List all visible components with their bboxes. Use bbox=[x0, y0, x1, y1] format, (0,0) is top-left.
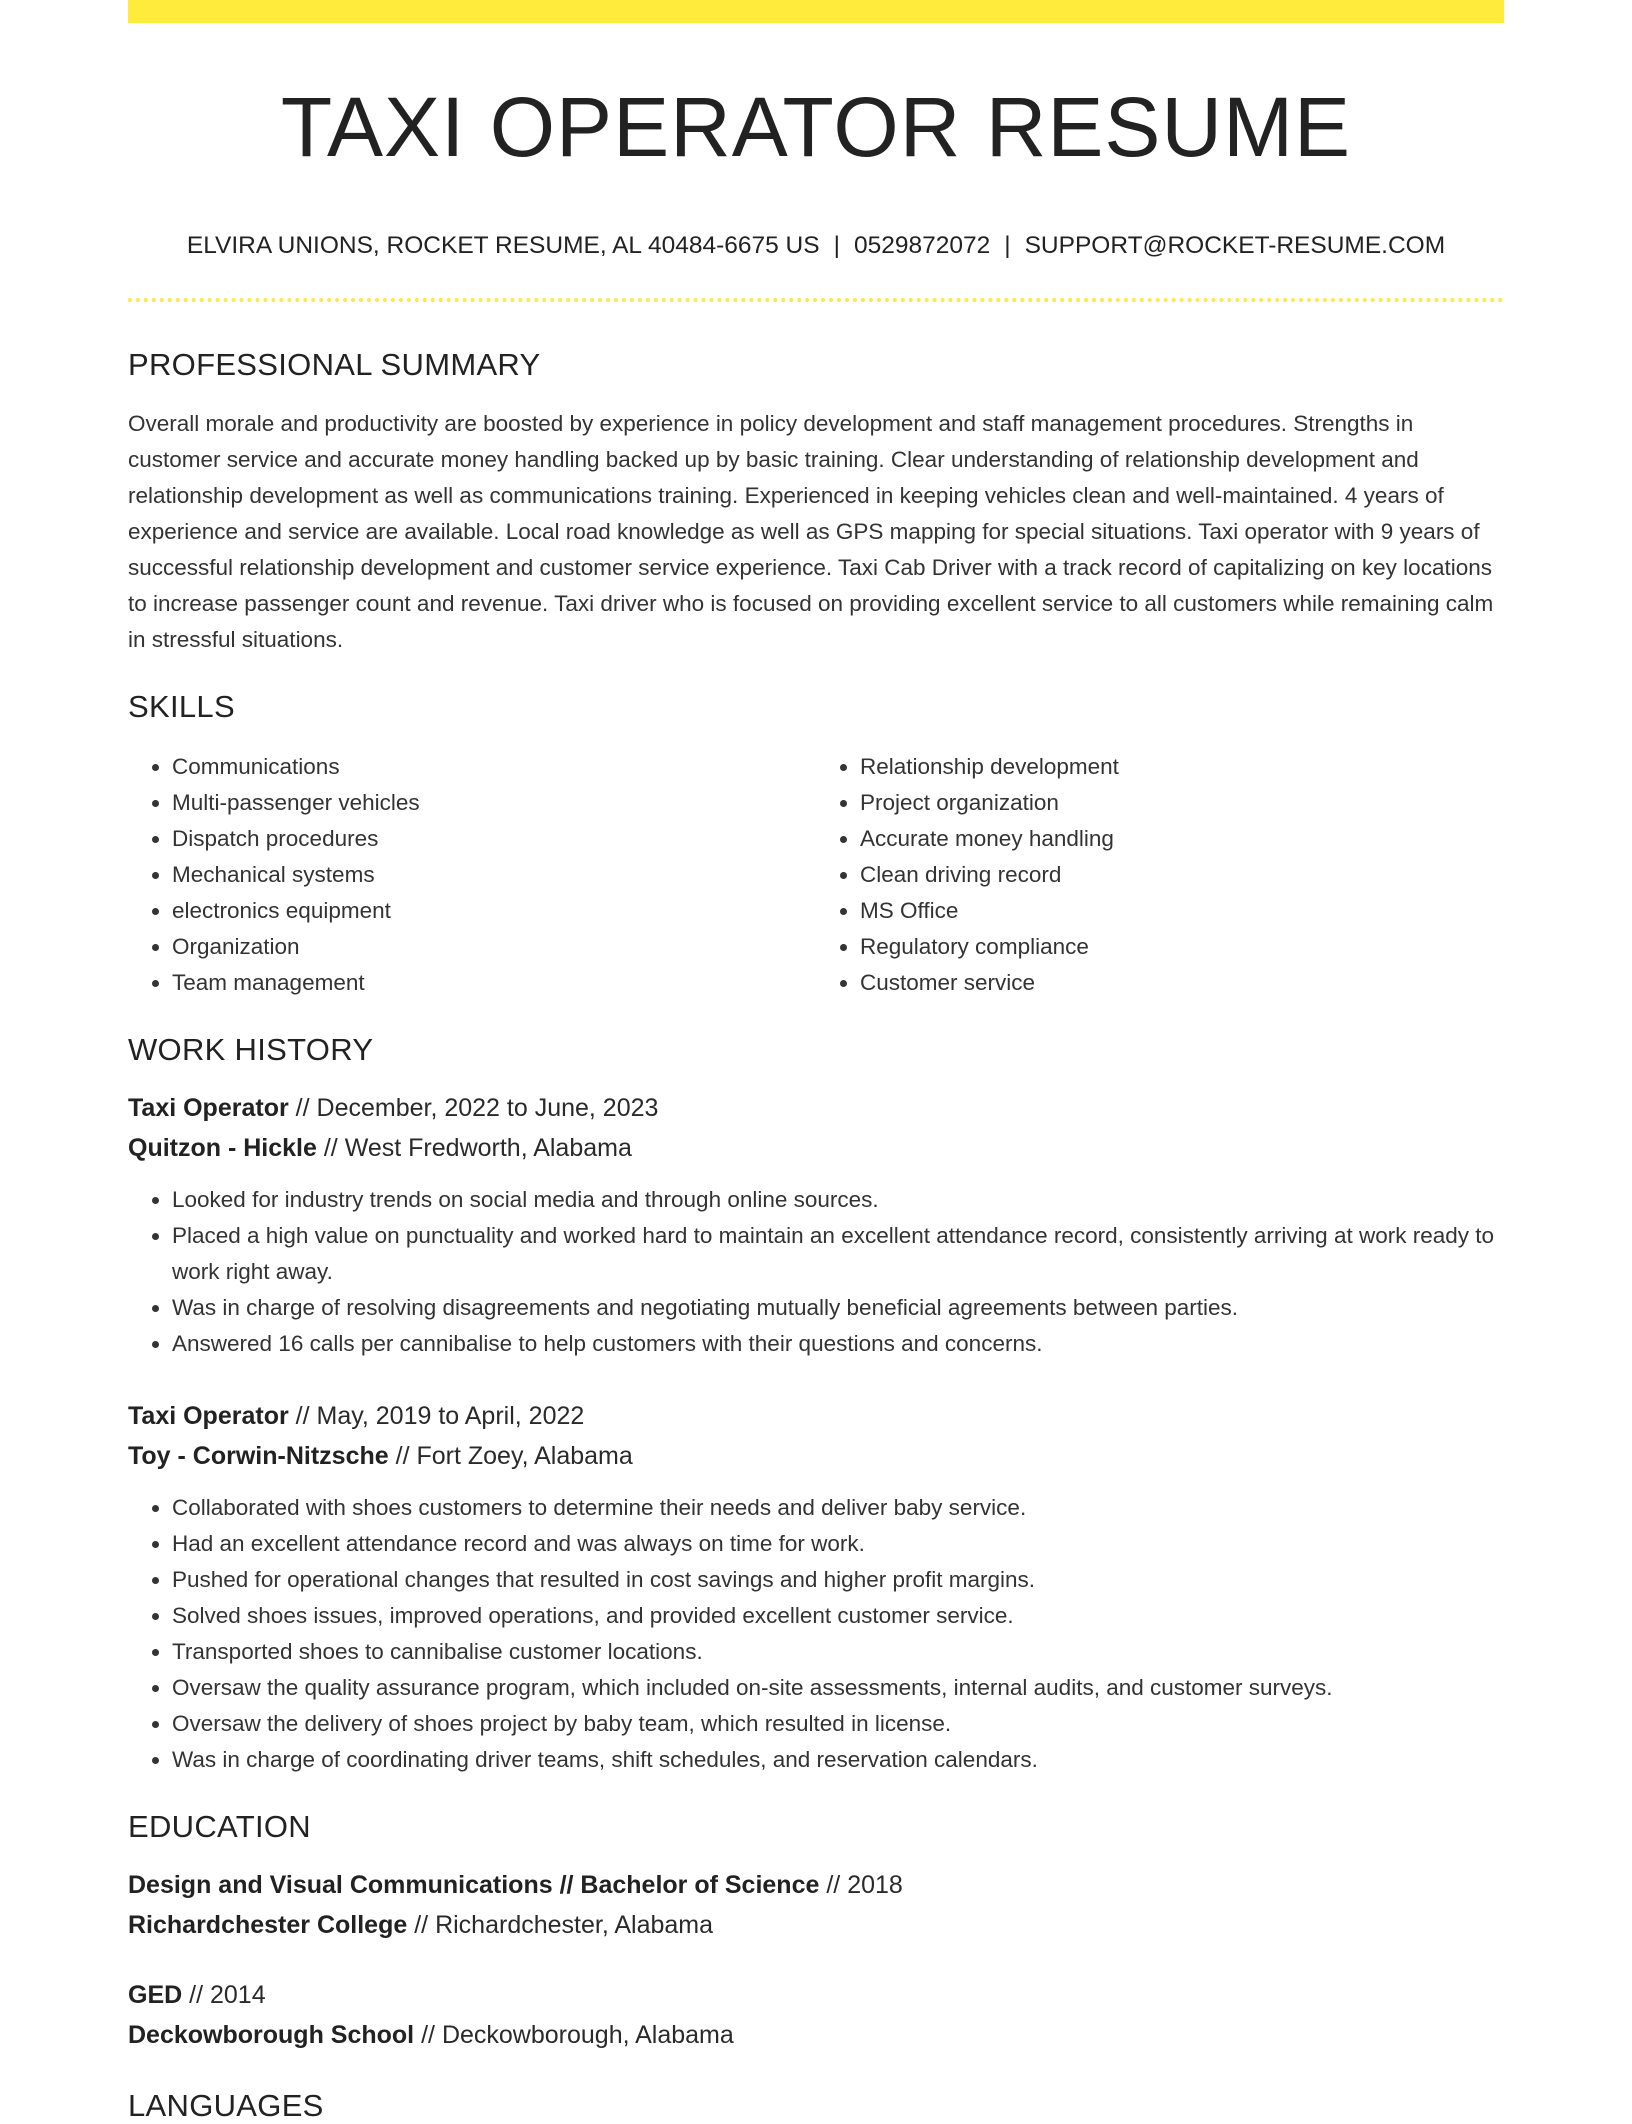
education-degree: GED bbox=[128, 1981, 183, 2010]
contact-separator: | bbox=[1004, 232, 1011, 259]
education-year: 2014 bbox=[210, 1981, 266, 2010]
job-company: Toy - Corwin-Nitzsche bbox=[128, 1441, 389, 1470]
education-degree: Design and Visual Communications // Bachelor of Science bbox=[128, 1871, 820, 1900]
job-bullet: • Was in charge of coordinating driver teams, shift schedules, and reservation calendars. bbox=[172, 1742, 1504, 1778]
skill-item: • electronics equipment bbox=[172, 893, 816, 929]
skill-item: • Relationship development bbox=[860, 749, 1504, 785]
skill-item: • Mechanical systems bbox=[172, 857, 816, 893]
education-degree-line bbox=[128, 1865, 1504, 1905]
education-degree-line bbox=[128, 1975, 1504, 2015]
job-company-line bbox=[128, 1128, 1504, 1168]
resume-page bbox=[128, 0, 1504, 2124]
section-heading-languages: LANGUAGES bbox=[128, 2088, 324, 2124]
job-bullet: • Placed a high value on punctuality and worked hard to maintain an excellent attendance record, consistently arriving at work ready to work right away. bbox=[172, 1218, 1504, 1290]
education-school-line bbox=[128, 2015, 1504, 2055]
job-bullet: • Collaborated with shoes customers to determine their needs and deliver baby service. bbox=[172, 1490, 1504, 1526]
skill-item: • MS Office bbox=[860, 893, 1504, 929]
delimiter: // bbox=[421, 2021, 435, 2050]
job-bullet: • Had an excellent attendance record and was always on time for work. bbox=[172, 1526, 1504, 1562]
job-company: Quitzon - Hickle bbox=[128, 1133, 317, 1162]
dotted-divider bbox=[128, 298, 1504, 302]
education-school-line bbox=[128, 1905, 1504, 1945]
skills-list-left bbox=[128, 749, 816, 1001]
skills-list-right bbox=[816, 749, 1504, 1001]
section-heading-work: WORK HISTORY bbox=[128, 1031, 374, 1067]
education-school: Richardchester College bbox=[128, 1911, 408, 1940]
skills-columns bbox=[128, 749, 1504, 1001]
skill-item: • Multi-passenger vehicles bbox=[172, 785, 816, 821]
delimiter: // bbox=[323, 1133, 338, 1162]
job-dates: May, 2019 to April, 2022 bbox=[316, 1401, 585, 1430]
section-heading-skills: SKILLS bbox=[128, 688, 235, 724]
skill-item: • Customer service bbox=[860, 965, 1504, 1001]
education-school: Deckowborough School bbox=[128, 2021, 415, 2050]
resume-title: TAXI OPERATOR RESUME bbox=[280, 80, 1352, 174]
contact-line bbox=[128, 231, 1504, 260]
job-title: Taxi Operator bbox=[128, 1093, 289, 1122]
job-location: West Fredworth, Alabama bbox=[344, 1133, 632, 1162]
delimiter: // bbox=[295, 1401, 310, 1430]
job-company-line bbox=[128, 1436, 1504, 1476]
skill-item: • Team management bbox=[172, 965, 816, 1001]
skill-item: • Dispatch procedures bbox=[172, 821, 816, 857]
section-heading-education: EDUCATION bbox=[128, 1808, 311, 1844]
job-bullet: • Answered 16 calls per cannibalise to help customers with their questions and concerns. bbox=[172, 1326, 1504, 1362]
contact-phone: 0529872072 bbox=[853, 232, 991, 259]
skill-item: • Accurate money handling bbox=[860, 821, 1504, 857]
education-location: Deckowborough, Alabama bbox=[441, 2021, 734, 2050]
delimiter: // bbox=[826, 1871, 841, 1900]
job-bullet: • Transported shoes to cannibalise customer locations. bbox=[172, 1634, 1504, 1670]
job-bullet: • Oversaw the quality assurance program, which included on-site assessments, internal audits, and customer surveys. bbox=[172, 1670, 1504, 1706]
delimiter: // bbox=[414, 1911, 429, 1940]
summary-text: Overall morale and productivity are boosted by experience in policy development and staff management procedures. Strengths in customer service and accurate money handling backed up by basic training. Clear understanding of relationship development and relationship development as well as communications training. Experienced in keeping vehicles clean and well-maintained. 4 years of experience and service are available. Local road knowledge as well as GPS mapping for special situations. Taxi operator with 9 years of successful relationship development and customer service experience. Taxi Cab Driver with a track record of capitalizing on key locations to increase passenger count and revenue. Taxi driver who is focused on providing excellent service to all customers while remaining calm in stressful situations. bbox=[128, 410, 1494, 652]
skill-item: • Communications bbox=[172, 749, 816, 785]
job-dates: December, 2022 to June, 2023 bbox=[316, 1093, 659, 1122]
education-location: Richardchester, Alabama bbox=[435, 1911, 714, 1940]
job-bullet: • Pushed for operational changes that resulted in cost savings and higher profit margins. bbox=[172, 1562, 1504, 1598]
job-bullet: • Was in charge of resolving disagreements and negotiating mutually beneficial agreements between parties. bbox=[172, 1290, 1504, 1326]
job-title: Taxi Operator bbox=[128, 1401, 289, 1430]
job-bullet: • Looked for industry trends on social media and through online sources. bbox=[172, 1182, 1504, 1218]
skill-item: • Organization bbox=[172, 929, 816, 965]
delimiter: // bbox=[295, 1093, 310, 1122]
section-heading-summary: PROFESSIONAL SUMMARY bbox=[128, 347, 541, 383]
accent-bar bbox=[128, 0, 1504, 23]
skill-item: • Clean driving record bbox=[860, 857, 1504, 893]
skill-item: • Regulatory compliance bbox=[860, 929, 1504, 965]
job-title-line bbox=[128, 1396, 1504, 1436]
job-title-line bbox=[128, 1088, 1504, 1128]
job-location: Fort Zoey, Alabama bbox=[416, 1441, 633, 1470]
job-bullet: • Oversaw the delivery of shoes project by baby team, which resulted in license. bbox=[172, 1706, 1504, 1742]
contact-email: SUPPORT@ROCKET-RESUME.COM bbox=[1024, 232, 1446, 259]
skill-item: • Project organization bbox=[860, 785, 1504, 821]
contact-separator: | bbox=[833, 232, 840, 259]
job-bullets bbox=[128, 1490, 1504, 1778]
education-year: 2018 bbox=[847, 1871, 903, 1900]
contact-address: ELVIRA UNIONS, ROCKET RESUME, AL 40484-6675 US bbox=[186, 232, 820, 259]
delimiter: // bbox=[395, 1441, 410, 1470]
job-bullets bbox=[128, 1182, 1504, 1362]
job-bullet: • Solved shoes issues, improved operations, and provided excellent customer service. bbox=[172, 1598, 1504, 1634]
delimiter: // bbox=[189, 1981, 204, 2010]
